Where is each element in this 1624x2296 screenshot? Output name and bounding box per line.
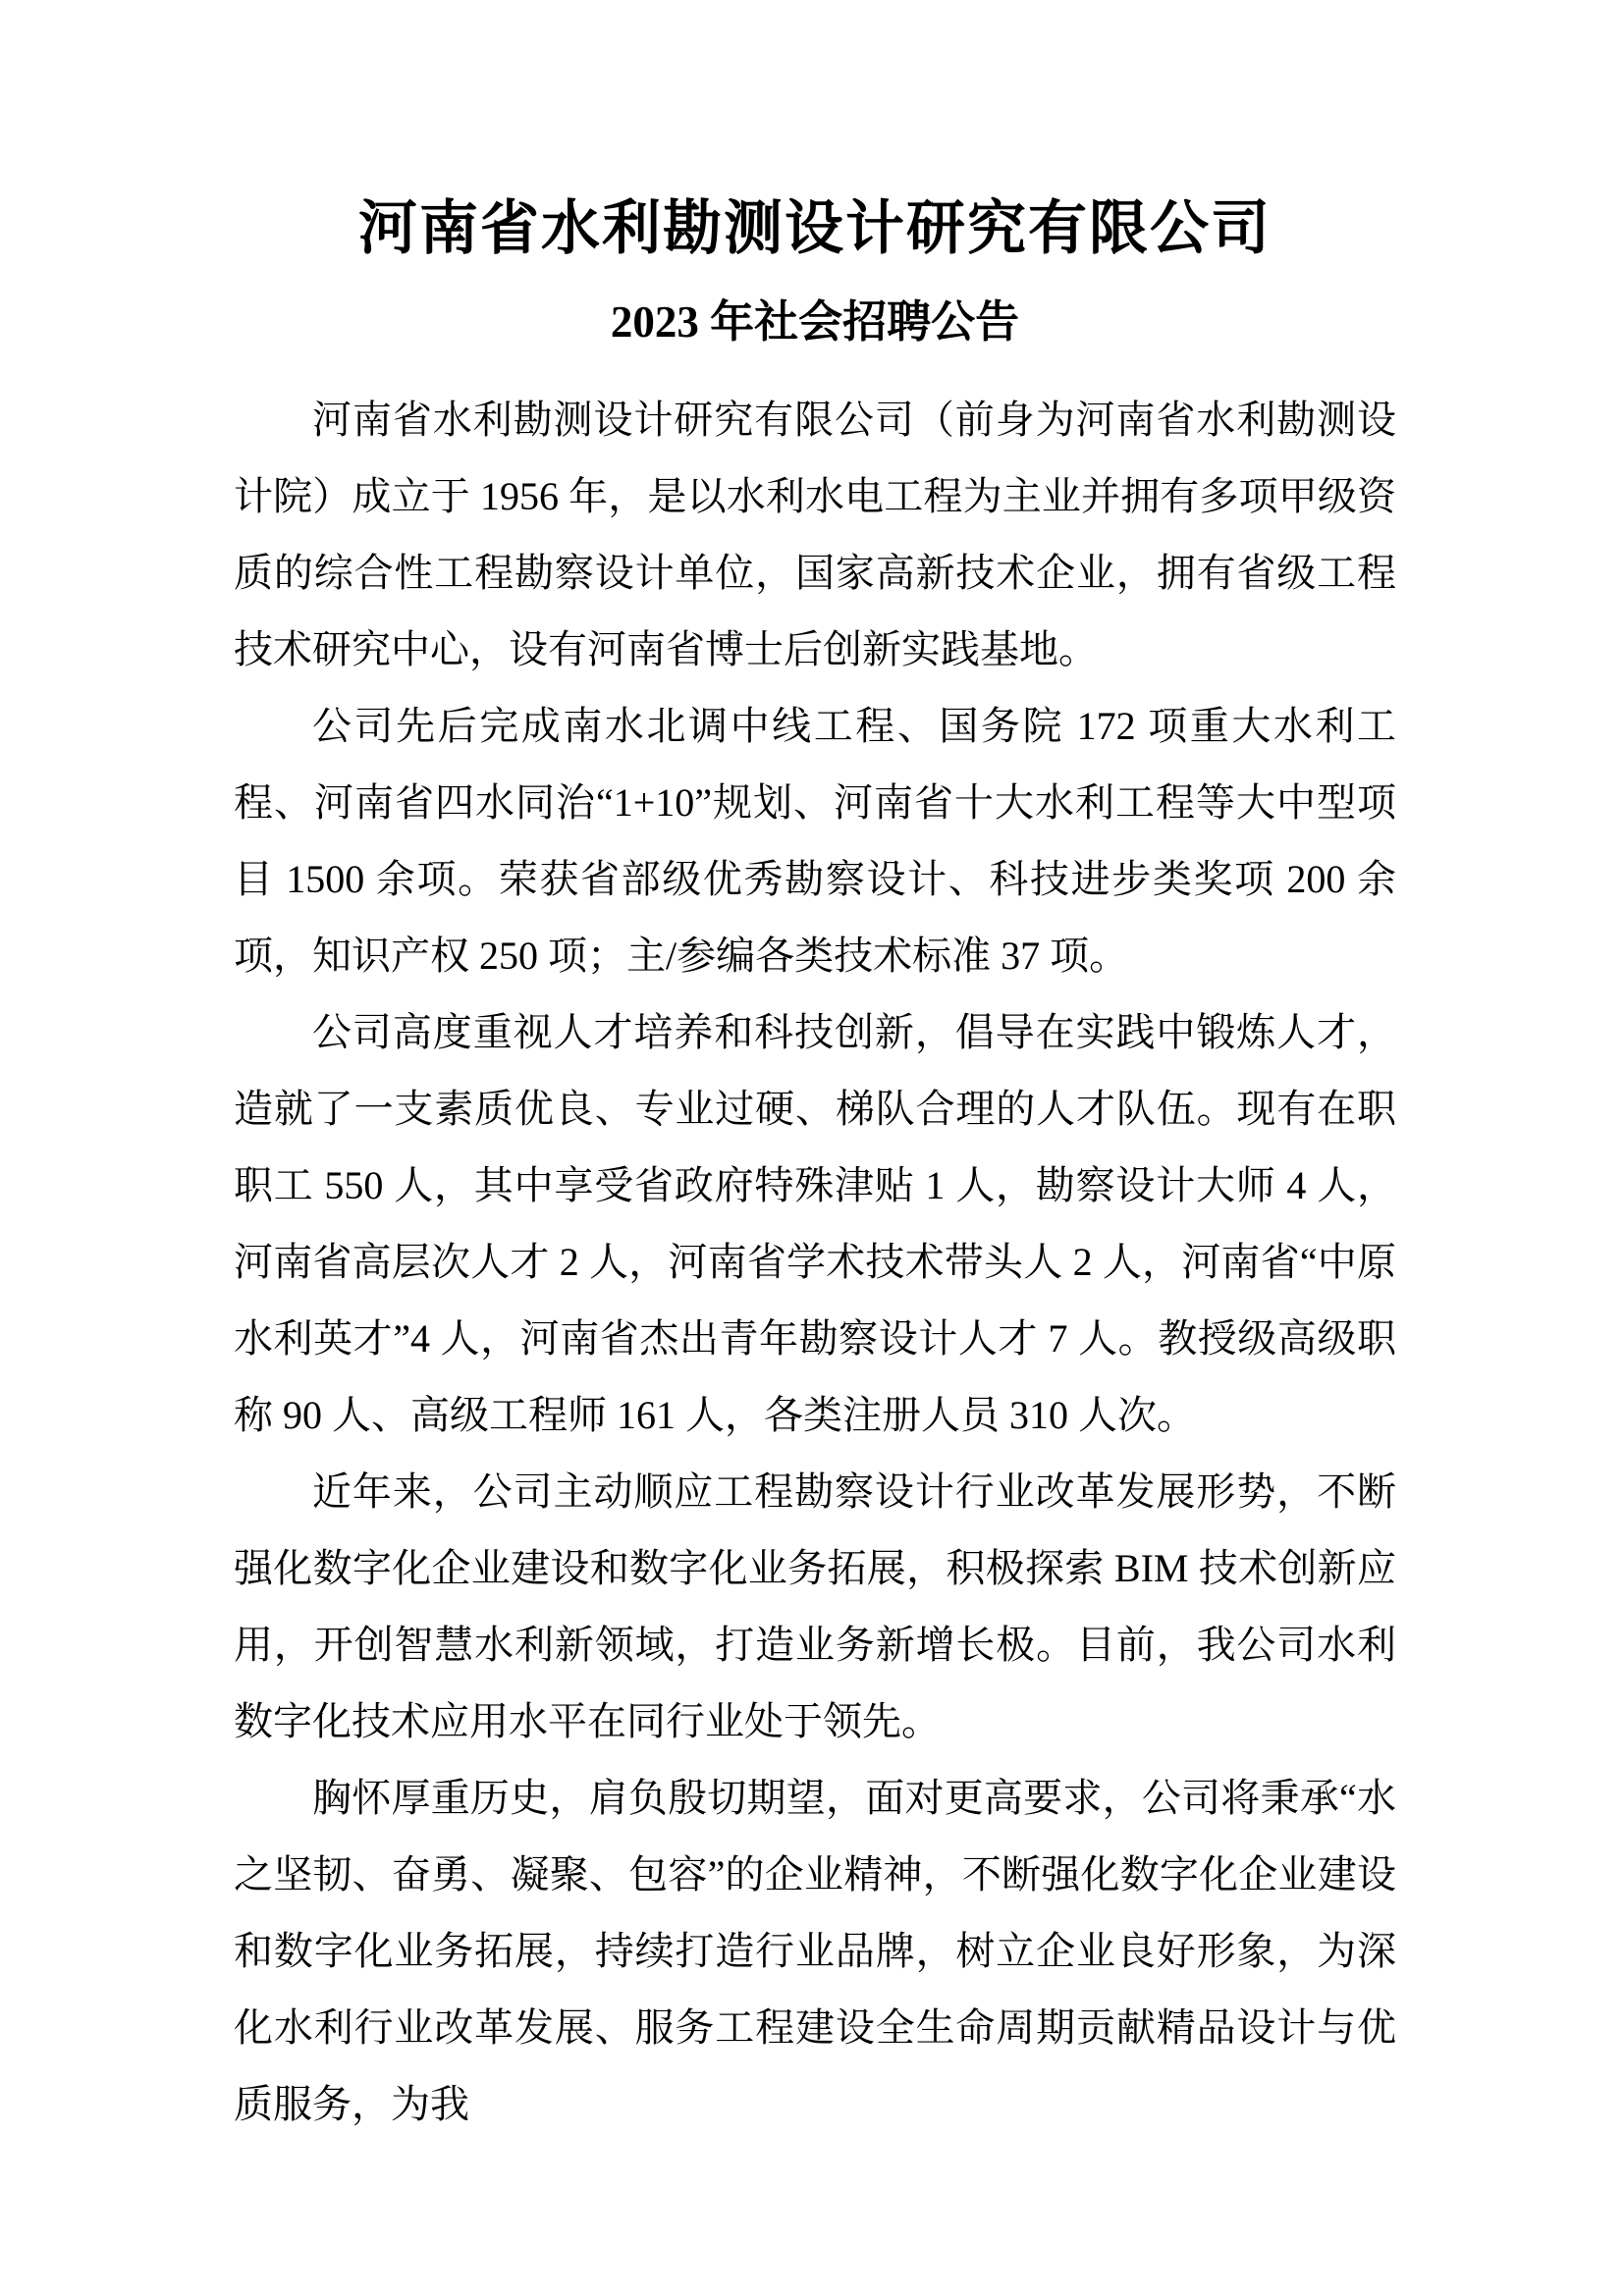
paragraph-achievements: 公司先后完成南水北调中线工程、国务院 172 项重大水利工程、河南省四水同治“1+10”规划、河南省十大水利工程等大中型项目 1500 余项。荣获省部级优秀勘察设计、科技进步类奖项 200 余项，知识产权 250 项；主/参编各类技术标准 37 项。: [234, 704, 1396, 978]
paragraph-talent: 公司高度重视人才培养和科技创新，倡导在实践中锻炼人才，造就了一支素质优良、专业过硬、梯队合理的人才队伍。现有在职职工 550 人，其中享受省政府特殊津贴 1 人，勘察设计大师 4 人，河南省高层次人才 2 人，河南省学术技术带头人 2 人，河南省“中原水利英才”4 人，河南省杰出青年勘察设计人才 7 人。教授级高级职称 90 人、高级工程师 161 人，各类注册人员 310 人次。: [234, 1010, 1396, 1437]
document-title: 河南省水利勘测设计研究有限公司: [358, 195, 1272, 261]
document-subtitle: 2023 年社会招聘公告: [610, 297, 1020, 347]
document-body: [234, 382, 1396, 2143]
paragraph-vision: 胸怀厚重历史，肩负殷切期望，面对更高要求，公司将秉承“水之坚韧、奋勇、凝聚、包容”的企业精神，不断强化数字化企业建设和数字化业务拓展，持续打造行业品牌，树立企业良好形象，为深化水利行业改革发展、服务工程建设全生命周期贡献精品设计与优质服务，为我: [234, 1776, 1396, 2126]
paragraph-company-intro: 河南省水利勘测设计研究有限公司（前身为河南省水利勘测设计院）成立于 1956 年，是以水利水电工程为主业并拥有多项甲级资质的综合性工程勘察设计单位，国家高新技术企业，拥有省级工程技术研究中心，设有河南省博士后创新实践基地。: [234, 398, 1396, 671]
paragraph-digitalization: 近年来，公司主动顺应工程勘察设计行业改革发展形势，不断强化数字化企业建设和数字化业务拓展，积极探索 BIM 技术创新应用，开创智慧水利新领域，打造业务新增长极。目前，我公司水利数字化技术应用水平在同行业处于领先。: [234, 1469, 1396, 1743]
